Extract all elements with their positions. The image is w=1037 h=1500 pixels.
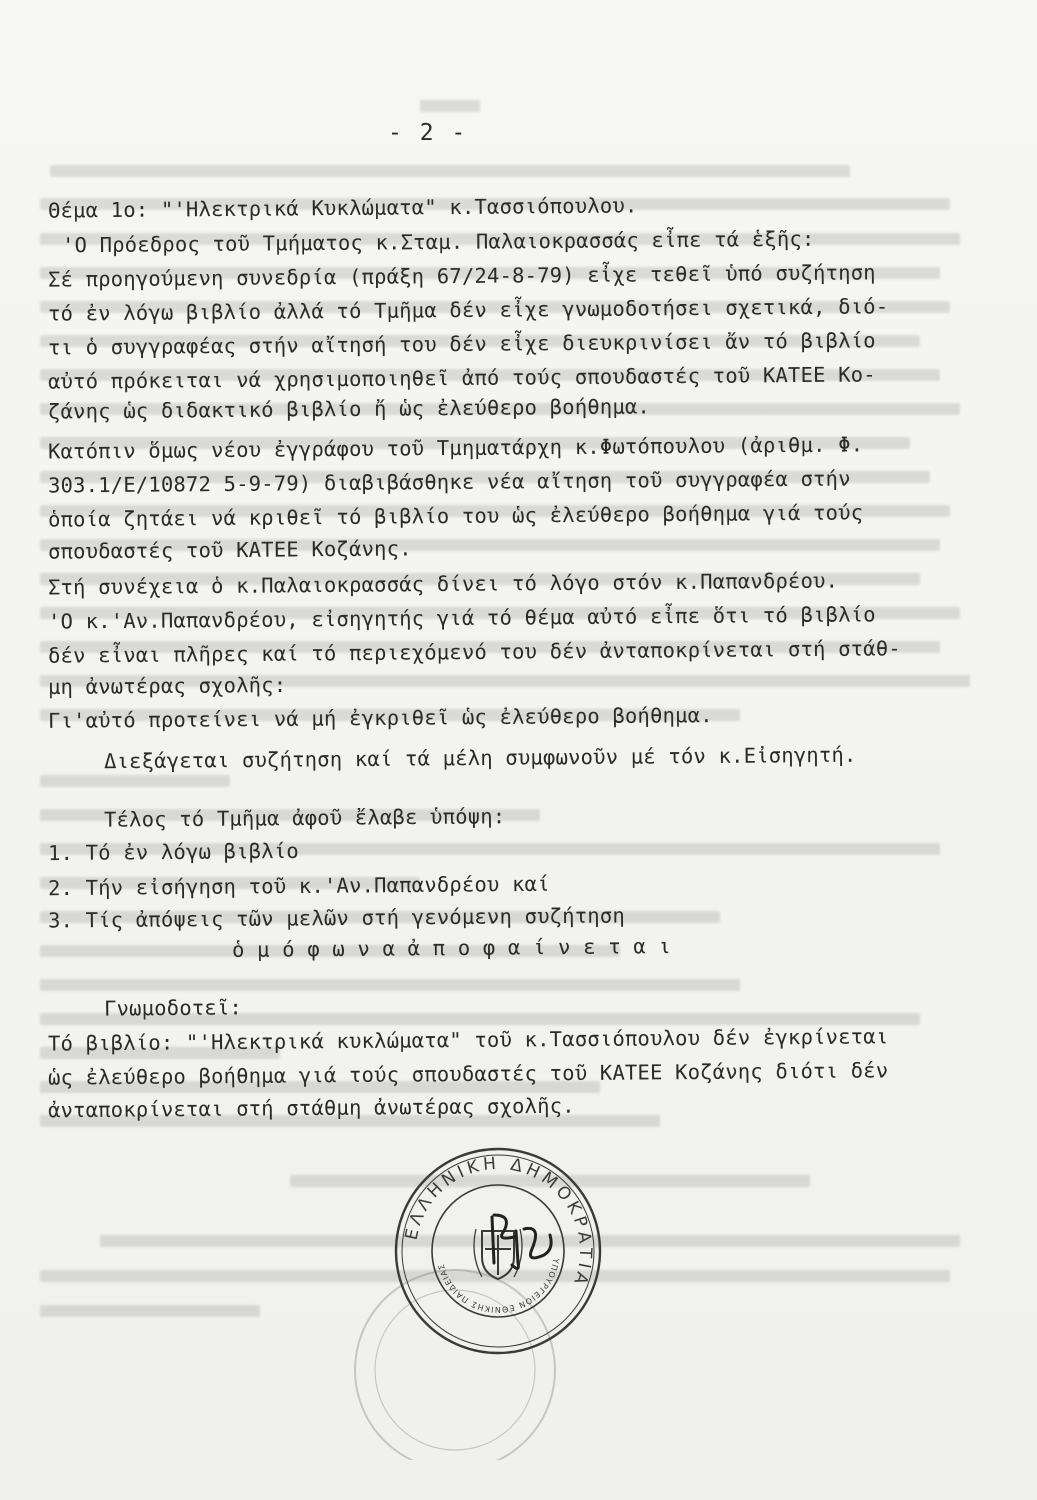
text-line: δέν εἶναι πλῆρες καί τό περιεχόμενό του δέν ἀνταποκρίνεται στή στάθ- [47, 636, 901, 668]
text-line: 303.1/Ε/10872 5-9-79) διαβιβάσθηκε νέα αἴτηση τοῦ συγγραφέα στήν [47, 466, 851, 498]
text-line: τι ὁ συγγραφέας στήν αἴτησή του δέν εἶχε διευκρινίσει ἄν τό βιβλίο [47, 328, 876, 360]
seal-inner-text: ΥΠΟΥΡΓΕΙΟΝ ΕΘΝΙΚΗΣ ΠΑΙΔΕΙΑΣ [436, 1257, 561, 1315]
text-line: Σέ προηγούμενη συνεδρία (πράξη 67/24-8-79) εἶχε τεθεῖ ὑπό συζήτηση [47, 260, 876, 292]
page-number: - 2 - [388, 120, 468, 146]
official-seal [392, 1145, 604, 1357]
text-line: τό ἐν λόγω βιβλίο ἀλλά τό Τμῆμα δέν εἶχε γνωμοδοτήσει σχετικά, διό- [47, 294, 889, 326]
text-line: Γι'αὐτό προτείνει νά μή ἐγκριθεῖ ὡς ἐλεύθερο βοήθημα. [47, 703, 713, 733]
list-item: 2. Τήν εἰσήγηση τοῦ κ.'Αν.Παπανδρέου καί [47, 871, 550, 901]
text-line: ἀνταποκρίνεται στή στάθμη ἀνωτέρας σχολῆς. [47, 1093, 575, 1123]
text-line: σπουδαστές τοῦ ΚΑΤΕΕ Κοζάνης. [47, 536, 412, 564]
text-line: 'Ο κ.'Αν.Παπανδρέου, εἰσηγητής γιά τό θέμα αὐτό εἶπε ὅτι τό βιβλίο [47, 602, 876, 634]
text-line: Γνωμοδοτεῖ: [103, 995, 243, 1021]
list-item: 3. Τίς ἀπόψεις τῶν μελῶν στή γενόμενη συζήτηση [47, 903, 626, 933]
text-line: 'Ο Πρόεδρος τοῦ Τμήματος κ.Σταμ. Παλαιοκρασσάς εἶπε τά ἑξῆς: [61, 226, 815, 258]
text-line: Τό βιβλίο: "'Ηλεκτρικά κυκλώματα" τοῦ κ.Τασσιόπουλου δέν ἐγκρίνεται [47, 1024, 889, 1056]
text-line: Στή συνέχεια ὁ κ.Παλαιοκρασσάς δίνει τό λόγο στόν κ.Παπανδρέου. [47, 568, 839, 600]
text-line: Τέλος τό Τμῆμα ἀφοῦ ἔλαβε ὑπόψη: [103, 804, 506, 832]
text-line: αὐτό πρόκειται νά χρησιμοποιηθεῖ ἀπό τούς σπουδαστές τοῦ ΚΑΤΕΕ Κο- [47, 362, 876, 394]
text-line: ὡς ἐλεύθερο βοήθημα γιά τούς σπουδαστές τοῦ ΚΑΤΕΕ Κοζάνης διότι δέν [47, 1058, 889, 1090]
text-line: μη ἀνωτέρας σχολῆς: [47, 672, 287, 700]
seal-ring-text: ΕΛΛΗΝΙΚΗ ΔΗΜΟΚΡΑΤΙΑ [401, 1153, 596, 1291]
text-line: ζάνης ὡς διδακτικό βιβλίο ἤ ὡς ἐλεύθερο βοήθημα. [47, 394, 651, 424]
text-line: Διεξάγεται συζήτηση καί τά μέλη συμφωνοῦν μέ τόν κ.Εἰσηγητή. [103, 742, 857, 774]
list-item: 1. Τό ἐν λόγω βιβλίο [47, 838, 299, 866]
text-line: Θέμα 1ο: "'Ηλεκτρικά Κυκλώματα" κ.Τασσιόπουλου. [47, 193, 638, 223]
text-line: ὁποία ζητάει νά κριθεῖ τό βιβλίο του ὡς ἐλεύθερο βοήθημα γιά τούς [47, 500, 864, 532]
text-line: Κατόπιν ὅμως νέου ἐγγράφου τοῦ Τμηματάρχη κ.Φωτόπουλου (ἀριθμ. Φ. [47, 432, 864, 464]
decision-heading: ὁ μ ό φ ω ν α ἀ π ο φ α ί ν ε τ α ι [231, 934, 672, 962]
